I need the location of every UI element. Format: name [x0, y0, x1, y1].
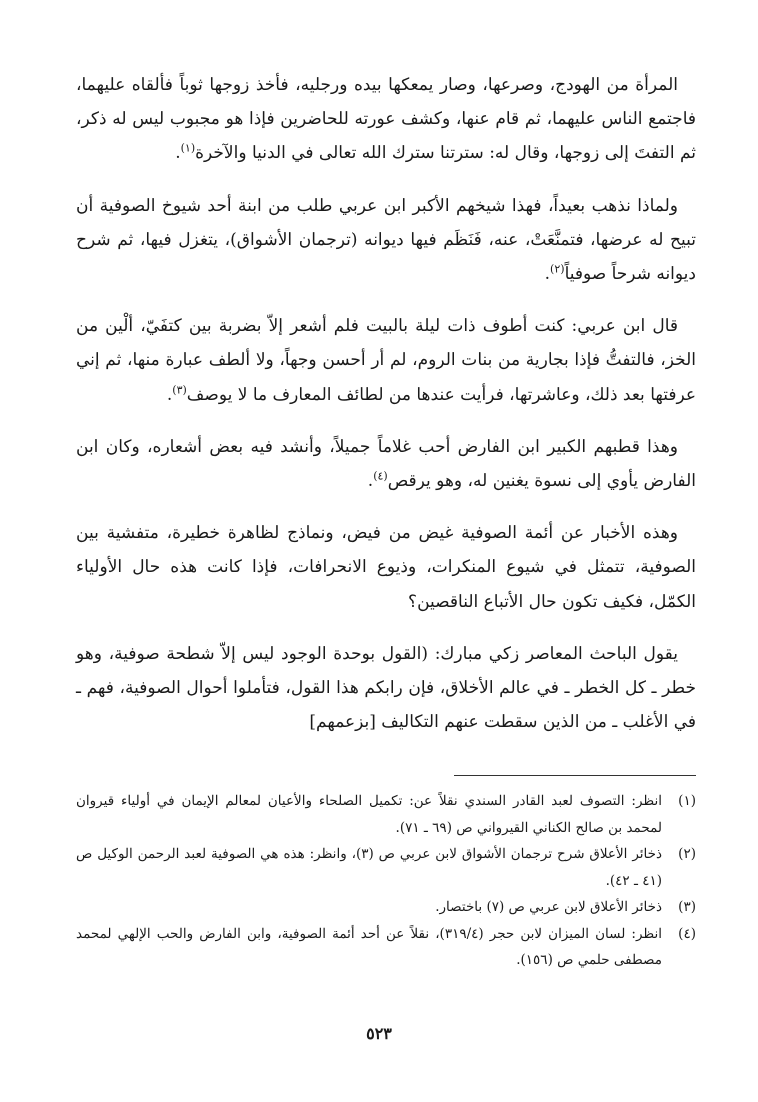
footnote-4 [76, 921, 696, 974]
paragraph-text: يقول الباحث المعاصر زكي مبارك: (القول بوحدة الوجود ليس إلاّ شطحة صوفية، وهو خطر ـ كل الخطر ـ في عالم الأخلاق، فإن رابكم هذا القول، فتأملوا أحوال الصوفية، فهم ـ في الأغلب ـ من الذين سقطت عنهم التكاليف [بزعمهم] [76, 643, 696, 733]
footnote-3 [76, 894, 696, 921]
footnote-reference: (٤) [373, 469, 388, 483]
footnote-reference: (١) [180, 141, 196, 155]
paragraph-tail: . [367, 471, 374, 492]
footnote-text: ذخائر الأعلاق شرح ترجمان الأشواق لابن عربي ص (٣)، وانظر: هذه هي الصوفية لعبد الرحمن الوكيل ص (٤١ ـ ٤٢). [76, 846, 662, 889]
footnotes [76, 788, 696, 974]
paragraph-2 [76, 189, 696, 292]
footnote-2 [76, 841, 696, 894]
footnote-reference: (٣) [172, 382, 187, 396]
footnote-separator [454, 775, 696, 776]
paragraph-text: وهذا قطبهم الكبير ابن الفارض أحب غلاماً جميلاً، وأنشد فيه بعض أشعاره، وكان ابن الفارض يأوي إلى نسوة يغنين له، وهو يرقص [76, 436, 696, 492]
paragraph-4 [76, 430, 696, 498]
paragraph-3 [76, 309, 696, 412]
paragraph-6 [76, 637, 696, 740]
paragraph-text: ولماذا نذهب بعيداً، فهذا شيخهم الأكبر ابن عربي طلب من ابنة أحد شيوخ الصوفية أن تبيح له عرضها، فتمنَّعَتْ، عنه، فَنَظَم فيها ديوانه (ترجمان الأشواق)، يتغزل فيها، ثم شرح ديوانه شرحاً صوفياً [76, 195, 697, 285]
paragraph-5 [76, 516, 696, 619]
paragraph-tail: . [544, 264, 551, 285]
paragraph-tail: . [166, 384, 173, 405]
paragraph-tail: . [175, 143, 181, 164]
paragraph-1 [76, 68, 696, 171]
footnote-reference: (٢) [550, 262, 565, 276]
paragraph-text: المرأة من الهودج، وصرعها، وصار يمعكها بيده ورجليه، فأخذ زوجها ثوباً فألقاه عليهما، فاجتمع الناس عليهما، ثم قام عنها، وكشف عورته للحاضرين فإذا هو مجبوب ليس له ذكر، ثم التفتَ إلى زوجها، وقال له: سترتنا سترك الله تعالى في الدنيا والآخرة [76, 75, 696, 164]
footnote-text: انظر: لسان الميزان لابن حجر (٣١٩/٤)، نقلاً عن أحد أئمة الصوفية، وابن الفارض والحب الإلهي لمحمد مصطفى حلمي ص (١٥٦). [76, 925, 662, 968]
footnote-number: (٣) [678, 899, 696, 915]
page-number: ٥٢٣ [366, 1024, 392, 1043]
footnote-text: انظر: التصوف لعبد القادر السندي نقلاً عن: تكميل الصلحاء والأعيان لمعالم الإيمان في أولياء قيروان لمحمد بن صالح الكناني القيرواني ص (٦٩ ـ ٧١). [76, 793, 662, 836]
footnote-number: (٢) [678, 846, 696, 862]
footnote-1 [76, 788, 696, 841]
footnote-number: (١) [678, 793, 696, 809]
footnote-text: ذخائر الأعلاق لابن عربي ص (٧) باختصار. [435, 899, 662, 915]
main-text [76, 68, 696, 757]
footnote-number: (٤) [678, 925, 696, 942]
paragraph-text: وهذه الأخبار عن أئمة الصوفية غيض من فيض، ونماذج لظاهرة خطيرة، متفشية بين الصوفية، تتمثل في شيوع المنكرات، وذيوع الانحرافات، فإذا كانت هذه حال الأولياء الكمّل، فكيف تكون حال الأتباع الناقصين؟ [76, 523, 696, 612]
paragraph-text: قال ابن عربي: كنت أطوف ذات ليلة بالبيت فلم أشعر إلاّ بضربة بين كتفَيّ، ألْين من الخز، فالتفتُّ فإذا بجارية من بنات الروم، لم أر أحسن وجهاً، ولا ألطف عبارة منها، ثم إني عرفتها بعد ذلك، وعاشرتها، فرأيت عندها من لطائف المعارف ما لا يوصف [76, 316, 696, 405]
